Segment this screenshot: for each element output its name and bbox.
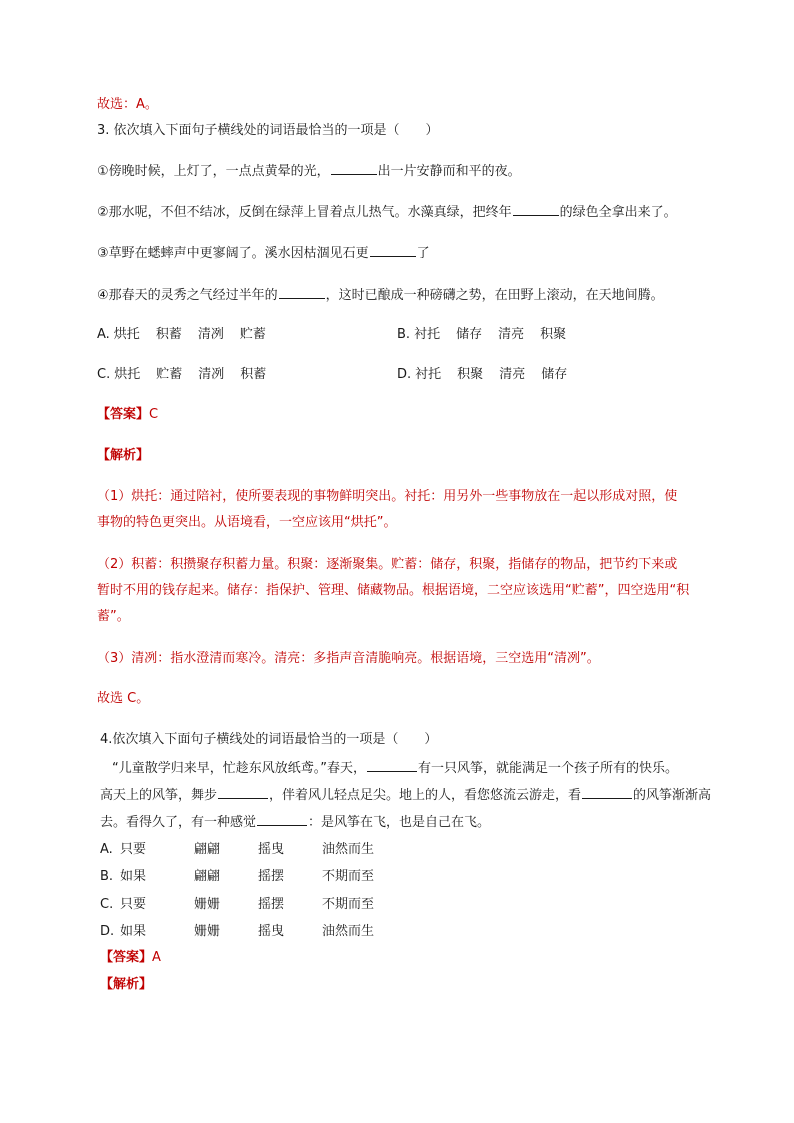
q3-blank-4 [279, 286, 325, 299]
q4-option-c [100, 896, 374, 914]
q3-answer-tag: 【答案】 [97, 407, 150, 422]
q4-option-a-word-1: 只要 [120, 842, 147, 857]
q3-option-c-letter: C. [97, 367, 111, 382]
q4-option-c-word-3: 摇摆 [258, 897, 285, 912]
q4-option-a-letter: A. [100, 842, 113, 857]
q3-analysis-line-2: 事物的特色更突出。从语境看，一空应该用“烘托”。 [97, 515, 397, 530]
q4-option-d-word-2: 姗姗 [194, 924, 221, 939]
q4-p2-part-a: 高天上的风筝，舞步 [100, 788, 218, 803]
q4-option-a-word-3: 摇曳 [258, 842, 285, 857]
q3-option-d-word-2: 积聚 [457, 367, 484, 382]
q3-option-b-word-3: 清亮 [498, 327, 525, 342]
q4-option-d-word-1: 如果 [120, 924, 147, 939]
q4-option-b [100, 868, 374, 886]
q3-answer-value: C [149, 407, 159, 422]
q3-option-b-word-4: 积聚 [540, 327, 567, 342]
q3-option-b-word-2: 储存 [456, 327, 483, 342]
q3-s2-part-b: 的绿色全拿出来了。 [559, 205, 677, 220]
q3-analysis-line-5: 蓄”。 [97, 609, 130, 624]
q3-blank-3 [370, 244, 416, 257]
q3-s3-part-a: ③草野在蟋蟀声中更寥阔了。溪水因枯涸见石更 [97, 246, 369, 261]
q3-option-c [97, 366, 282, 384]
q4-analysis-label: 【解析】 [100, 977, 153, 992]
q4-option-a-word-2: 翩翩 [194, 842, 221, 857]
q3-analysis-label: 【解析】 [97, 448, 150, 463]
q3-s4-part-b: ，这时已酿成一种磅礴之势，在田野上滚动，在天地间腾。 [325, 288, 664, 303]
q4-p1-part-b: 有一只风筝，就能满足一个孩子所有的快乐。 [417, 761, 678, 776]
q3-option-c-word-4: 积蓄 [240, 367, 267, 382]
q3-option-a-word-3: 清冽 [197, 327, 224, 342]
q4-option-b-word-4: 不期而至 [322, 869, 375, 884]
q4-answer-value: A [152, 950, 161, 965]
q3-option-b [397, 326, 582, 344]
q4-p1-part-a: “儿童散学归来早，忙趁东风放纸鸢。”春天， [112, 761, 366, 776]
q4-passage-line-1 [112, 759, 678, 778]
q4-option-d-word-4: 油然而生 [322, 924, 375, 939]
q3-option-d-word-4: 储存 [541, 367, 568, 382]
q4-option-c-word-2: 姗姗 [194, 897, 221, 912]
q3-option-a-letter: A. [97, 327, 110, 342]
q4-p3-part-a: 去。看得久了，有一种感觉 [100, 815, 257, 830]
q4-option-b-word-1: 如果 [120, 869, 147, 884]
q4-option-a [100, 841, 374, 859]
q3-option-a-word-1: 烘托 [113, 327, 140, 342]
q4-answer [100, 949, 161, 967]
q4-option-c-word-1: 只要 [120, 897, 147, 912]
q3-option-d [397, 366, 583, 384]
q3-sentence-1 [97, 162, 521, 181]
q4-option-b-word-2: 翩翩 [194, 869, 221, 884]
q3-blank-2 [513, 203, 559, 216]
q3-option-a-word-4: 贮蓄 [239, 327, 266, 342]
q3-s1-part-b: 出一片安静而和平的夜。 [377, 164, 521, 179]
q3-option-b-letter: B. [397, 327, 411, 342]
q4-option-c-letter: C. [100, 897, 114, 912]
q3-conclusion: 故选 C。 [97, 691, 150, 706]
q3-option-c-word-2: 贮蓄 [156, 367, 183, 382]
q4-option-a-word-4: 油然而生 [322, 842, 375, 857]
q3-s3-part-b: 了 [416, 246, 430, 261]
q4-answer-tag: 【答案】 [100, 950, 153, 965]
q3-option-a-word-2: 积蓄 [155, 327, 182, 342]
q4-blank-1 [367, 759, 417, 772]
q3-answer [97, 406, 158, 424]
q3-option-c-word-1: 烘托 [114, 367, 141, 382]
q3-option-d-word-1: 衬托 [415, 367, 442, 382]
q3-stem: 3. 依次填入下面句子横线处的词语最恰当的一项是（ ） [97, 123, 439, 138]
q4-stem: 4.依次填入下面句子横线处的词语最恰当的一项是（ ） [100, 732, 438, 747]
q4-option-b-letter: B. [100, 869, 114, 884]
q3-option-b-word-1: 衬托 [414, 327, 441, 342]
q3-s4-part-a: ④那春天的灵秀之气经过半年的 [97, 288, 278, 303]
q4-passage-line-3 [100, 813, 490, 832]
q3-analysis-line-4: 暂时不用的钱存起来。储存：指保护、管理、储藏物品。根据语境，二空应该选用“贮蓄”，四空选用“积 [97, 583, 690, 598]
q4-p2-part-b: ，伴着风儿轻点足尖。地上的人，看您悠流云游走，看 [269, 788, 582, 803]
q3-sentence-3 [97, 244, 430, 263]
q4-option-d-letter: D. [100, 924, 115, 939]
q4-option-b-word-3: 摇摆 [258, 869, 285, 884]
q4-option-c-word-4: 不期而至 [322, 897, 375, 912]
q3-option-d-letter: D. [397, 367, 412, 382]
q3-analysis-line-3: （2）积蓄：积攒聚存积蓄力量。积聚：逐渐聚集。贮蓄：储存，积聚，指储存的物品，把节约下来或 [97, 557, 678, 572]
q3-option-c-word-3: 清冽 [198, 367, 225, 382]
q4-passage-line-2 [100, 786, 711, 805]
q4-option-d [100, 923, 374, 941]
q4-blank-4 [257, 813, 307, 826]
q4-analysis-tag [100, 976, 152, 994]
q3-option-d-word-3: 清亮 [499, 367, 526, 382]
q3-sentence-2 [97, 203, 677, 222]
q4-option-d-word-3: 摇曳 [258, 924, 285, 939]
q3-option-a [97, 326, 282, 344]
q3-analysis-line-1: （1）烘托：通过陪衬，使所要表现的事物鲜明突出。衬托：用另外一些事物放在一起以形成对照，使 [97, 489, 678, 504]
q3-blank-1 [331, 162, 377, 175]
q3-analysis-line-6: （3）清冽：指水澄清而寒冷。清亮：多指声音清脆响亮。根据语境，三空选用“清冽”。 [97, 651, 600, 666]
q3-s1-part-a: ①傍晚时候，上灯了，一点点黄晕的光， [97, 164, 330, 179]
q3-analysis-tag [97, 447, 149, 465]
q3-sentence-4 [97, 286, 664, 305]
q4-blank-3 [582, 786, 632, 799]
q4-p2-part-c: 的风筝渐渐高 [633, 788, 712, 803]
q3-s2-part-a: ②那水呢，不但不结冰，反倒在绿萍上冒着点儿热气。水藻真绿，把终年 [97, 205, 512, 220]
q2-conclusion: 故选：A。 [97, 97, 158, 112]
q4-blank-2 [218, 786, 268, 799]
q4-p3-part-b: ：是风筝在飞，也是自己在飞。 [308, 815, 491, 830]
